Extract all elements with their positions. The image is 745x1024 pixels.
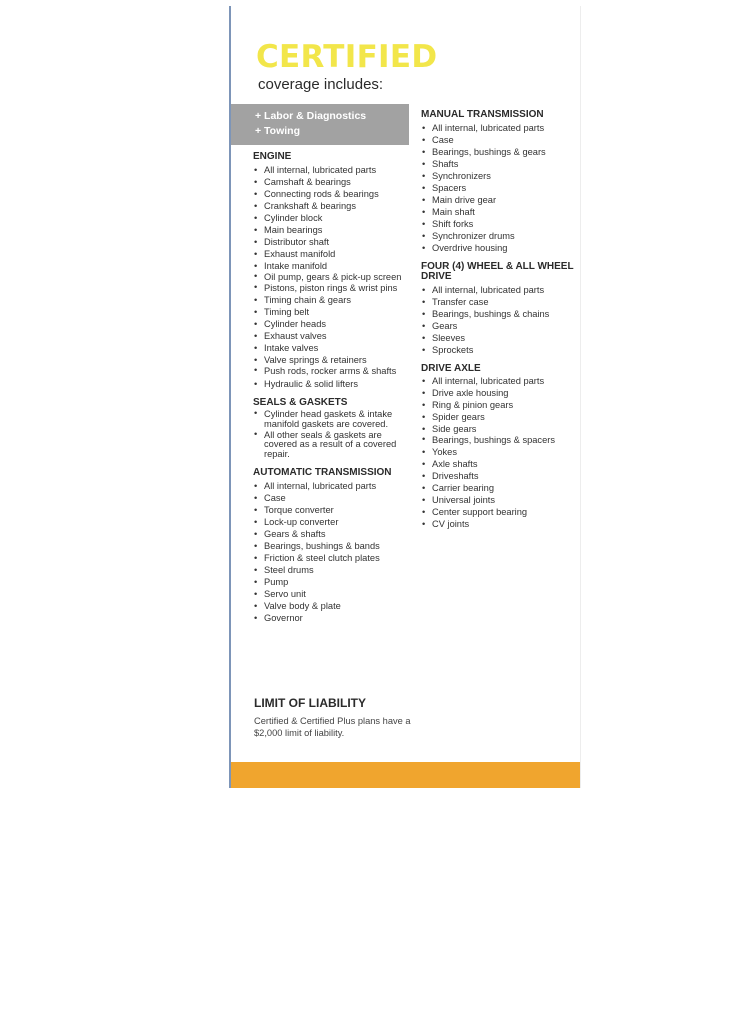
list-item: • Valve body & plate	[253, 600, 413, 612]
list-item: • Crankshaft & bearings	[253, 200, 413, 212]
highlight-bar	[231, 104, 409, 145]
list-item: • Steel drums	[253, 564, 413, 576]
highlight-item-towing: + Towing	[255, 125, 301, 137]
list-item: • Spacers	[421, 182, 581, 194]
section-title: SEALS & GASKETS	[253, 396, 348, 408]
list-item: • Governor	[253, 612, 413, 624]
section-drive-axle	[421, 364, 581, 531]
list-item: • Cylinder block	[253, 212, 413, 224]
section-manual-transmission	[421, 110, 581, 254]
list-item: • Push rods, rocker arms & shafts	[253, 366, 413, 377]
list-item: • Carrier bearing	[421, 482, 581, 494]
highlight-item-labor: + Labor & Diagnostics	[255, 110, 367, 122]
section-title: MANUAL TRANSMISSION	[421, 109, 544, 120]
right-column	[421, 110, 581, 538]
list-item: • Case	[421, 134, 581, 146]
list-item: • Cylinder heads	[253, 318, 413, 330]
list-item: • Friction & steel clutch plates	[253, 552, 413, 564]
section-four-wheel-drive	[421, 262, 581, 356]
list-item: • All internal, lubricated parts	[253, 164, 413, 176]
footer-band	[231, 762, 580, 788]
list-item: • Lock-up converter	[253, 516, 413, 528]
list-item: • Bearings, bushings & spacers	[421, 435, 581, 446]
list-item: • Transfer case	[421, 296, 581, 308]
list-item: • Exhaust valves	[253, 330, 413, 342]
list-item: • Hydraulic & solid lifters	[253, 378, 413, 390]
list-item: • Exhaust manifold	[253, 248, 413, 260]
list-item: • Distributor shaft	[253, 236, 413, 248]
list-item: • Servo unit	[253, 588, 413, 600]
list-item: • Driveshafts	[421, 470, 581, 482]
list-item: • Oil pump, gears & pick-up screen	[253, 272, 413, 283]
list-item: • Timing belt	[253, 306, 413, 318]
list-item: • Pump	[253, 576, 413, 588]
list-item: • Bearings, bushings & chains	[421, 308, 581, 320]
list-item: • Main shaft	[421, 206, 581, 218]
list-item: • Center support bearing	[421, 506, 581, 518]
drive-axle-list	[421, 375, 581, 530]
list-item: • Synchronizer drums	[421, 230, 581, 242]
list-item: • Synchronizers	[421, 170, 581, 182]
list-item: • Intake manifold	[253, 260, 413, 272]
list-item: • Side gears	[421, 423, 581, 435]
section-title: ENGINE	[253, 151, 292, 162]
list-item: • Case	[253, 492, 413, 504]
four-wheel-drive-list	[421, 284, 581, 356]
list-item: • Sprockets	[421, 344, 581, 356]
section-title: DRIVE AXLE	[421, 362, 481, 374]
manual-transmission-list	[421, 122, 581, 254]
list-item: • Intake valves	[253, 342, 413, 354]
section-title: AUTOMATIC TRANSMISSION	[253, 467, 392, 479]
limit-of-liability	[254, 696, 414, 739]
limit-title: LIMIT OF LIABILITY	[254, 696, 366, 710]
seals-gaskets-list	[253, 409, 413, 460]
list-item: • Main drive gear	[421, 194, 581, 206]
list-item: • All internal, lubricated parts	[421, 284, 581, 296]
list-item: • Universal joints	[421, 494, 581, 506]
page-subtitle: coverage includes:	[258, 76, 384, 93]
list-item: • Main bearings	[253, 224, 413, 236]
list-item: • Drive axle housing	[421, 387, 581, 399]
section-engine	[253, 152, 413, 390]
list-item: • Shafts	[421, 158, 581, 170]
list-item: • Shift forks	[421, 218, 581, 230]
list-item: • Connecting rods & bearings	[253, 188, 413, 200]
list-item: • Axle shafts	[421, 458, 581, 470]
list-item: • All internal, lubricated parts	[421, 122, 581, 134]
brochure-panel	[229, 6, 580, 788]
list-item: • Spider gears	[421, 411, 581, 423]
engine-list	[253, 164, 413, 390]
list-item: • Ring & pinion gears	[421, 399, 581, 411]
page-title: CERTIFIED	[256, 39, 438, 75]
automatic-transmission-list	[253, 480, 413, 624]
list-item: • Bearings, bushings & bands	[253, 540, 413, 552]
list-item: • Timing chain & gears	[253, 294, 413, 306]
list-item: • All other seals & gaskets are covered as a result of a covered repair.	[253, 430, 413, 460]
list-item: • Camshaft & bearings	[253, 176, 413, 188]
list-item: • All internal, lubricated parts	[421, 375, 581, 387]
list-item: • Bearings, bushings & gears	[421, 146, 581, 158]
list-item: • Cylinder head gaskets & intake manifold gaskets are covered.	[253, 409, 413, 430]
section-seals-gaskets	[253, 398, 413, 461]
list-item: • CV joints	[421, 518, 581, 530]
list-item: • All internal, lubricated parts	[253, 480, 413, 492]
section-automatic-transmission	[253, 468, 413, 624]
list-item: • Sleeves	[421, 332, 581, 344]
list-item: • Overdrive housing	[421, 242, 581, 254]
section-title: FOUR (4) WHEEL & ALL WHEEL DRIVE	[421, 260, 574, 282]
list-item: • Pistons, piston rings & wrist pins	[253, 283, 413, 294]
list-item: • Valve springs & retainers	[253, 354, 413, 366]
limit-text: Certified & Certified Plus plans have a $2,000 limit of liability.	[254, 716, 411, 738]
left-column	[253, 152, 413, 632]
list-item: • Torque converter	[253, 504, 413, 516]
list-item: • Gears	[421, 320, 581, 332]
list-item: • Yokes	[421, 446, 581, 458]
list-item: • Gears & shafts	[253, 528, 413, 540]
